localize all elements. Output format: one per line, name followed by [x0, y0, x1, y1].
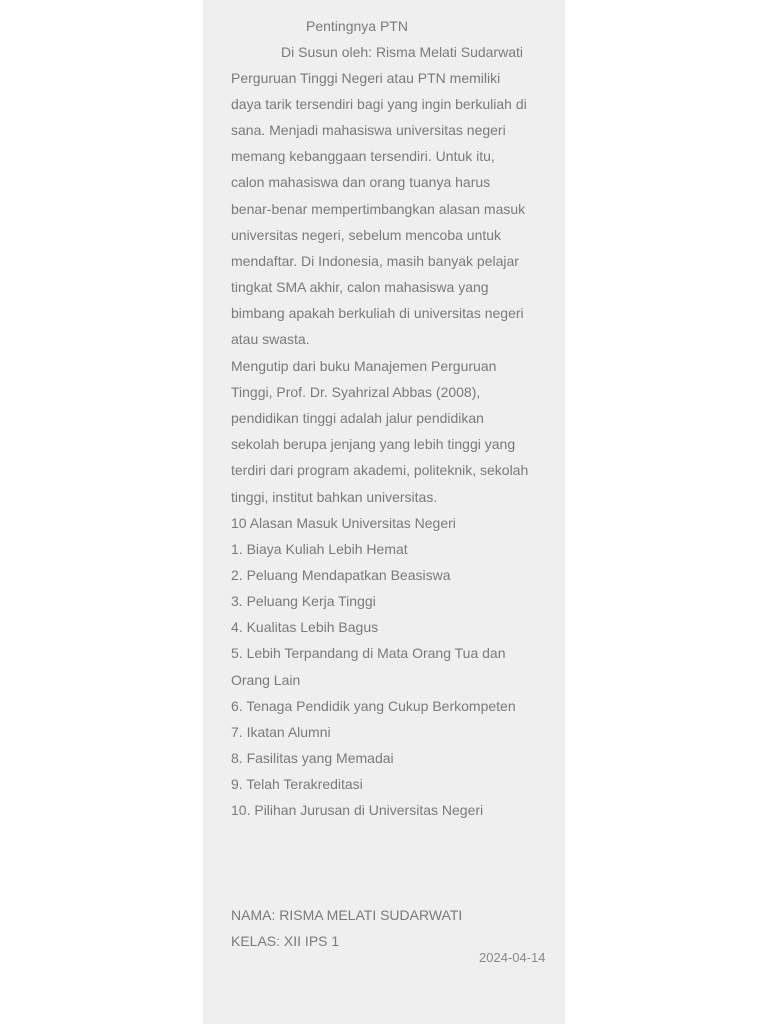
document-title: Pentingnya PTN — [306, 18, 408, 34]
date-stamp: 2024-04-14 — [479, 950, 546, 965]
student-name: NAMA: RISMA MELATI SUDARWATI — [231, 907, 463, 923]
list-item: 4. Kualitas Lebih Bagus — [231, 619, 379, 636]
paragraph-line: sana. Menjadi mahasiswa universitas negeri — [231, 122, 506, 139]
list-heading: 10 Alasan Masuk Universitas Negeri — [231, 515, 456, 531]
paragraph-line: bimbang apakah berkuliah di universitas negeri — [231, 304, 524, 321]
list-item: 5. Lebih Terpandang di Mata Orang Tua dan — [231, 645, 506, 662]
student-class: KELAS: XII IPS 1 — [231, 933, 340, 949]
list-item: 3. Peluang Kerja Tinggi — [231, 593, 376, 610]
list-item: 8. Fasilitas yang Memadai — [231, 749, 394, 766]
paragraph-line: atau swasta. — [231, 331, 310, 347]
paragraph-line: Perguruan Tinggi Negeri atau PTN memiliki — [231, 70, 501, 86]
paragraph-line: calon mahasiswa dan orang tuanya harus — [231, 174, 491, 191]
paragraph-line: daya tarik tersendiri bagi yang ingin berkuliah di — [231, 96, 527, 113]
paragraph-line: terdiri dari program akademi, politeknik, sekolah — [231, 462, 529, 479]
list-item: 10. Pilihan Jurusan di Universitas Negeri — [231, 802, 484, 818]
paragraph-line: tinggi, institut bahkan universitas. — [231, 488, 438, 505]
paragraph-line: sekolah berupa jenjang yang lebih tinggi yang — [231, 436, 516, 453]
author-line: Di Susun oleh: Risma Melati Sudarwati — [281, 44, 523, 60]
list-item: 2. Peluang Mendapatkan Beasiswa — [231, 567, 451, 584]
document-page — [203, 0, 565, 1024]
paragraph-line: Mengutip dari buku Manajemen Perguruan — [231, 358, 497, 374]
paragraph-line: Tinggi, Prof. Dr. Syahrizal Abbas (2008), — [231, 384, 481, 401]
paragraph-line: tingkat SMA akhir, calon mahasiswa yang — [231, 278, 489, 295]
paragraph-line: mendaftar. Di Indonesia, masih banyak pelajar — [231, 252, 519, 269]
list-item: 7. Ikatan Alumni — [231, 723, 331, 740]
list-item: 6. Tenaga Pendidik yang Cukup Berkompeten — [231, 697, 516, 714]
paragraph-line: universitas negeri, sebelum mencoba untuk — [231, 226, 502, 243]
list-item: 1. Biaya Kuliah Lebih Hemat — [231, 541, 408, 557]
paragraph-line: benar-benar mempertimbangkan alasan masuk — [231, 200, 526, 217]
list-item: Orang Lain — [231, 671, 301, 688]
paragraph-line: memang kebanggaan tersendiri. Untuk itu, — [231, 148, 495, 165]
paragraph-line: pendidikan tinggi adalah jalur pendidikan — [231, 410, 484, 427]
list-item: 9. Telah Terakreditasi — [231, 775, 363, 792]
